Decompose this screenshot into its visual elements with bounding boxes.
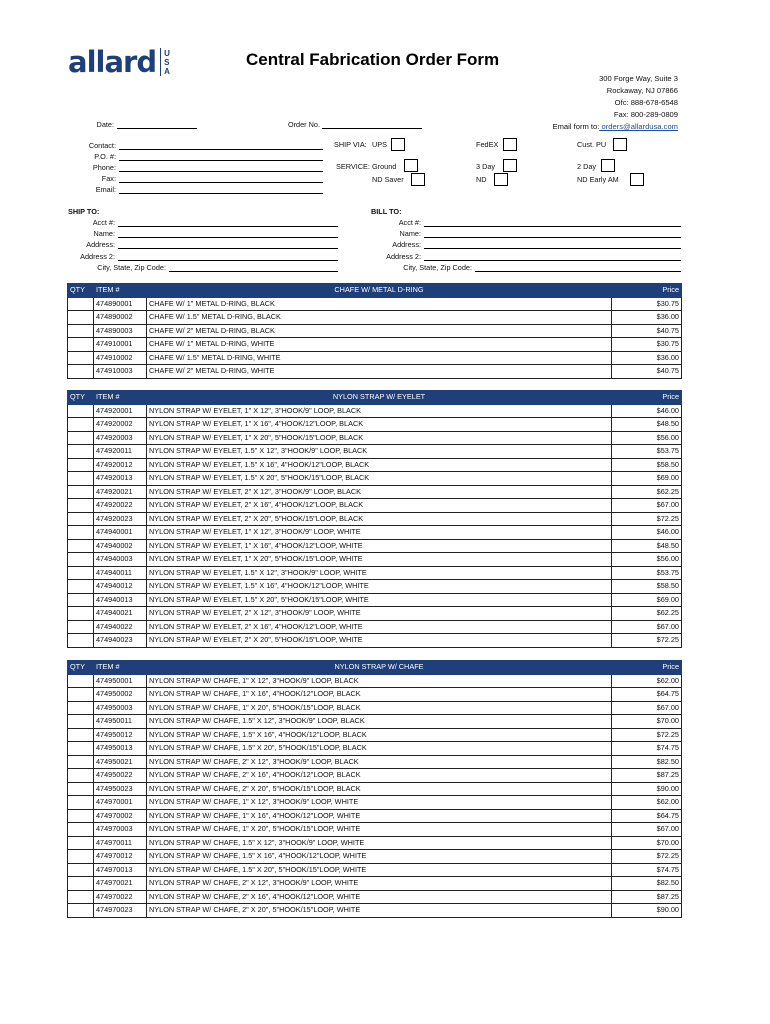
price-cell: $70.00 <box>612 715 682 729</box>
qty-header: QTY <box>68 284 94 298</box>
item-number-cell: 474970023 <box>94 904 147 918</box>
section-title: NYLON STRAP W/ EYELET <box>147 391 612 405</box>
contact-field[interactable] <box>119 141 323 150</box>
item-number-cell: 474890001 <box>94 297 147 311</box>
item-number-cell: 474950023 <box>94 782 147 796</box>
table-row <box>68 904 682 918</box>
item-header: ITEM # <box>94 661 147 675</box>
2-day-checkbox[interactable] <box>601 159 615 172</box>
description-cell: NYLON STRAP W/ EYELET, 2" X 20", 5"HOOK/15"LOOP, WHITE <box>147 634 612 648</box>
price-cell: $62.25 <box>612 607 682 621</box>
logo-wordmark: allard <box>68 44 157 79</box>
table-row <box>68 850 682 864</box>
table-header-row <box>68 284 682 298</box>
price-cell: $87.25 <box>612 890 682 904</box>
item-number-cell: 474940003 <box>94 553 147 567</box>
table-row <box>68 351 682 365</box>
bill-acct-field[interactable] <box>424 218 681 227</box>
qty-cell[interactable] <box>68 674 94 688</box>
item-number-cell: 474950022 <box>94 769 147 783</box>
price-cell: $62.00 <box>612 674 682 688</box>
table-header-row <box>68 391 682 405</box>
price-cell: $72.25 <box>612 512 682 526</box>
qty-cell[interactable] <box>68 338 94 352</box>
nd-checkbox[interactable] <box>494 173 508 186</box>
table-row <box>68 431 682 445</box>
description-cell: NYLON STRAP W/ EYELET, 1" X 16", 4"HOOK/12"LOOP, WHITE <box>147 539 612 553</box>
ship-address2-label: Address 2: <box>80 252 115 261</box>
price-cell: $36.00 <box>612 351 682 365</box>
description-cell: NYLON STRAP W/ EYELET, 1" X 20", 5"HOOK/15"LOOP, WHITE <box>147 553 612 567</box>
item-number-cell: 474950003 <box>94 701 147 715</box>
price-cell: $58.50 <box>612 580 682 594</box>
service-label: SERVICE: <box>336 162 370 171</box>
table-row <box>68 445 682 459</box>
item-number-cell: 474920021 <box>94 485 147 499</box>
table-row <box>68 890 682 904</box>
description-cell: NYLON STRAP W/ CHAFE, 2" X 20", 5"HOOK/15"LOOP, WHITE <box>147 904 612 918</box>
table-row <box>68 311 682 325</box>
email-link[interactable]: orders@allardusa.com <box>599 122 678 131</box>
table-row <box>68 782 682 796</box>
description-cell: NYLON STRAP W/ CHAFE, 1.5" X 16", 4"HOOK/12"LOOP, WHITE <box>147 850 612 864</box>
fedex-checkbox[interactable] <box>503 138 517 151</box>
price-cell: $67.00 <box>612 823 682 837</box>
bill-address-field[interactable] <box>424 240 681 249</box>
bill-address2-field[interactable] <box>424 252 681 261</box>
price-cell: $67.00 <box>612 701 682 715</box>
price-cell: $74.75 <box>612 742 682 756</box>
table-row <box>68 472 682 486</box>
bill-city-label: City, State, Zip Code: <box>403 263 472 272</box>
item-number-cell: 474920012 <box>94 458 147 472</box>
table-row <box>68 742 682 756</box>
description-cell: CHAFE W/ 2" METAL D-RING, BLACK <box>147 324 612 338</box>
table-row <box>68 338 682 352</box>
description-cell: NYLON STRAP W/ EYELET, 2" X 20", 5"HOOK/15"LOOP, BLACK <box>147 512 612 526</box>
table-row <box>68 526 682 540</box>
price-cell: $46.00 <box>612 404 682 418</box>
description-cell: NYLON STRAP W/ EYELET, 2" X 12", 3"HOOK/9" LOOP, BLACK <box>147 485 612 499</box>
item-header: ITEM # <box>94 391 147 405</box>
po-field[interactable] <box>119 152 323 161</box>
ship-name-field[interactable] <box>118 229 338 238</box>
ups-checkbox[interactable] <box>391 138 405 151</box>
description-cell: NYLON STRAP W/ EYELET, 1" X 20", 5"HOOK/15"LOOP, BLACK <box>147 431 612 445</box>
table-row <box>68 485 682 499</box>
table-row <box>68 607 682 621</box>
table-row <box>68 404 682 418</box>
table-row <box>68 324 682 338</box>
price-cell: $90.00 <box>612 782 682 796</box>
ship-city-field[interactable] <box>169 263 338 272</box>
price-cell: $53.75 <box>612 566 682 580</box>
description-cell: NYLON STRAP W/ EYELET, 1" X 12", 3"HOOK/9" LOOP, BLACK <box>147 404 612 418</box>
item-number-cell: 474910002 <box>94 351 147 365</box>
description-cell: CHAFE W/ 1.5" METAL D-RING, WHITE <box>147 351 612 365</box>
po-label: P.O. #: <box>94 152 116 161</box>
item-number-cell: 474950002 <box>94 688 147 702</box>
item-number-cell: 474970003 <box>94 823 147 837</box>
description-cell: NYLON STRAP W/ CHAFE, 2" X 12", 3"HOOK/9" LOOP, BLACK <box>147 755 612 769</box>
logo-usa: U S A <box>164 48 170 76</box>
ship-to-title: SHIP TO: <box>68 207 100 216</box>
qty-header: QTY <box>68 661 94 675</box>
item-number-cell: 474920023 <box>94 512 147 526</box>
description-cell: NYLON STRAP W/ EYELET, 1" X 12", 3"HOOK/9" LOOP, WHITE <box>147 526 612 540</box>
nylon-strap-eyelet-table <box>67 390 682 648</box>
qty-header: QTY <box>68 391 94 405</box>
fax-label: Fax: <box>101 174 116 183</box>
item-number-cell: 474950021 <box>94 755 147 769</box>
price-cell: $64.75 <box>612 809 682 823</box>
table-row <box>68 634 682 648</box>
table-row <box>68 877 682 891</box>
ground-checkbox[interactable] <box>404 159 418 172</box>
price-cell: $30.75 <box>612 297 682 311</box>
bill-acct-label: Acct #: <box>398 218 421 227</box>
price-cell: $72.25 <box>612 850 682 864</box>
description-cell: NYLON STRAP W/ CHAFE, 1" X 12", 3"HOOK/9" LOOP, WHITE <box>147 796 612 810</box>
description-cell: NYLON STRAP W/ EYELET, 1.5" X 12", 3"HOOK/9" LOOP, WHITE <box>147 566 612 580</box>
table-row <box>68 580 682 594</box>
description-cell: NYLON STRAP W/ EYELET, 2" X 16", 4"HOOK/12"LOOP, BLACK <box>147 499 612 513</box>
item-number-cell: 474920022 <box>94 499 147 513</box>
fedex-label: FedEX <box>476 140 499 149</box>
item-number-cell: 474970013 <box>94 863 147 877</box>
table-row <box>68 836 682 850</box>
price-cell: $62.00 <box>612 796 682 810</box>
table-row <box>68 418 682 432</box>
qty-cell[interactable] <box>68 823 94 837</box>
bill-name-field[interactable] <box>424 229 681 238</box>
table-row <box>68 715 682 729</box>
qty-cell[interactable] <box>68 836 94 850</box>
table-row <box>68 458 682 472</box>
description-cell: CHAFE W/ 1" METAL D-RING, WHITE <box>147 338 612 352</box>
phone-label: Phone: <box>92 163 116 172</box>
price-cell: $30.75 <box>612 338 682 352</box>
qty-cell[interactable] <box>68 877 94 891</box>
item-number-cell: 474910003 <box>94 365 147 379</box>
section-title: NYLON STRAP W/ CHAFE <box>147 661 612 675</box>
price-header: Price <box>612 284 682 298</box>
qty-cell[interactable] <box>68 566 94 580</box>
price-cell: $40.75 <box>612 324 682 338</box>
qty-cell[interactable] <box>68 755 94 769</box>
qty-cell[interactable] <box>68 769 94 783</box>
item-number-cell: 474970002 <box>94 809 147 823</box>
nd-label: ND <box>476 175 487 184</box>
description-cell: NYLON STRAP W/ CHAFE, 1" X 12", 3"HOOK/9" LOOP, BLACK <box>147 674 612 688</box>
qty-cell[interactable] <box>68 593 94 607</box>
price-cell: $58.50 <box>612 458 682 472</box>
table-row <box>68 796 682 810</box>
description-cell: NYLON STRAP W/ CHAFE, 1.5" X 16", 4"HOOK/12"LOOP, BLACK <box>147 728 612 742</box>
chafe-d-ring-table <box>67 283 682 379</box>
item-header: ITEM # <box>94 284 147 298</box>
cust-pu-checkbox[interactable] <box>613 138 627 151</box>
description-cell: NYLON STRAP W/ CHAFE, 1.5" X 20", 5"HOOK/15"LOOP, BLACK <box>147 742 612 756</box>
qty-cell[interactable] <box>68 715 94 729</box>
item-number-cell: 474920003 <box>94 431 147 445</box>
bill-name-label: Name: <box>399 229 421 238</box>
item-number-cell: 474940011 <box>94 566 147 580</box>
item-number-cell: 474970012 <box>94 850 147 864</box>
email-field[interactable] <box>119 185 323 194</box>
item-number-cell: 474970011 <box>94 836 147 850</box>
table-row <box>68 728 682 742</box>
allard-logo <box>68 45 170 79</box>
description-cell: NYLON STRAP W/ CHAFE, 1" X 20", 5"HOOK/15"LOOP, BLACK <box>147 701 612 715</box>
ship-via-label: SHIP VIA: <box>334 140 367 149</box>
table-row <box>68 769 682 783</box>
qty-cell[interactable] <box>68 688 94 702</box>
price-cell: $36.00 <box>612 311 682 325</box>
description-cell: NYLON STRAP W/ EYELET, 1.5" X 20", 5"HOOK/15"LOOP, WHITE <box>147 593 612 607</box>
table-header-row <box>68 661 682 675</box>
qty-cell[interactable] <box>68 418 94 432</box>
price-cell: $46.00 <box>612 526 682 540</box>
qty-cell[interactable] <box>68 850 94 864</box>
qty-cell[interactable] <box>68 351 94 365</box>
item-number-cell: 474940021 <box>94 607 147 621</box>
qty-cell[interactable] <box>68 728 94 742</box>
ship-acct-field[interactable] <box>118 218 338 227</box>
item-number-cell: 474920011 <box>94 445 147 459</box>
date-field[interactable] <box>117 120 197 129</box>
description-cell: NYLON STRAP W/ CHAFE, 1.5" X 20", 5"HOOK/15"LOOP, WHITE <box>147 863 612 877</box>
description-cell: CHAFE W/ 1.5" METAL D-RING, BLACK <box>147 311 612 325</box>
qty-cell[interactable] <box>68 526 94 540</box>
price-cell: $82.50 <box>612 755 682 769</box>
item-number-cell: 474940012 <box>94 580 147 594</box>
description-cell: NYLON STRAP W/ CHAFE, 1" X 16", 4"HOOK/12"LOOP, BLACK <box>147 688 612 702</box>
description-cell: NYLON STRAP W/ CHAFE, 1" X 20", 5"HOOK/15"LOOP, WHITE <box>147 823 612 837</box>
table-row <box>68 823 682 837</box>
price-header: Price <box>612 391 682 405</box>
price-cell: $72.25 <box>612 728 682 742</box>
2-day-label: 2 Day <box>577 162 597 171</box>
ground-label: Ground <box>372 162 397 171</box>
email-label: Email form to: <box>552 122 600 131</box>
description-cell: NYLON STRAP W/ CHAFE, 2" X 20", 5"HOOK/15"LOOP, BLACK <box>147 782 612 796</box>
ship-name-label: Name: <box>93 229 115 238</box>
bill-to-title: BILL TO: <box>371 207 402 216</box>
bill-address-label: Address: <box>392 240 421 249</box>
description-cell: NYLON STRAP W/ CHAFE, 2" X 16", 4"HOOK/12"LOOP, BLACK <box>147 769 612 783</box>
item-number-cell: 474970021 <box>94 877 147 891</box>
qty-cell[interactable] <box>68 499 94 513</box>
ship-address-field[interactable] <box>118 240 338 249</box>
table-row <box>68 755 682 769</box>
qty-cell[interactable] <box>68 431 94 445</box>
qty-cell[interactable] <box>68 701 94 715</box>
description-cell: CHAFE W/ 2" METAL D-RING, WHITE <box>147 365 612 379</box>
section-title: CHAFE W/ METAL D-RING <box>147 284 612 298</box>
item-number-cell: 474920013 <box>94 472 147 486</box>
qty-cell[interactable] <box>68 324 94 338</box>
item-number-cell: 474970022 <box>94 890 147 904</box>
price-cell: $74.75 <box>612 863 682 877</box>
item-number-cell: 474910001 <box>94 338 147 352</box>
item-number-cell: 474950012 <box>94 728 147 742</box>
description-cell: NYLON STRAP W/ EYELET, 1.5" X 20", 5"HOOK/15"LOOP, BLACK <box>147 472 612 486</box>
qty-cell[interactable] <box>68 472 94 486</box>
description-cell: NYLON STRAP W/ EYELET, 2" X 16", 4"HOOK/12"LOOP, WHITE <box>147 620 612 634</box>
item-number-cell: 474940013 <box>94 593 147 607</box>
price-header: Price <box>612 661 682 675</box>
qty-cell[interactable] <box>68 580 94 594</box>
qty-cell[interactable] <box>68 607 94 621</box>
qty-cell[interactable] <box>68 742 94 756</box>
fax-field[interactable] <box>119 174 323 183</box>
table-row <box>68 674 682 688</box>
price-cell: $69.00 <box>612 472 682 486</box>
table-row <box>68 688 682 702</box>
qty-cell[interactable] <box>68 796 94 810</box>
3-day-label: 3 Day <box>476 162 496 171</box>
description-cell: NYLON STRAP W/ EYELET, 1.5" X 16", 4"HOOK/12"LOOP, BLACK <box>147 458 612 472</box>
company-address: 300 Forge Way, Suite 3 Rockaway, NJ 07866 Ofc: 888-678-6548 Fax: 800-289-0809 Email form to: orders@allardusa.com <box>552 74 678 131</box>
table-row <box>68 297 682 311</box>
description-cell: NYLON STRAP W/ EYELET, 1" X 16", 4"HOOK/12"LOOP, BLACK <box>147 418 612 432</box>
ups-label: UPS <box>372 140 388 149</box>
nd-saver-label: ND Saver <box>372 175 404 184</box>
table-row <box>68 566 682 580</box>
description-cell: NYLON STRAP W/ CHAFE, 1" X 16", 4"HOOK/12"LOOP, WHITE <box>147 809 612 823</box>
3-day-checkbox[interactable] <box>503 159 517 172</box>
description-cell: NYLON STRAP W/ EYELET, 1.5" X 12", 3"HOOK/9" LOOP, BLACK <box>147 445 612 459</box>
qty-cell[interactable] <box>68 809 94 823</box>
price-cell: $56.00 <box>612 431 682 445</box>
item-number-cell: 474940022 <box>94 620 147 634</box>
phone-field[interactable] <box>119 163 323 172</box>
item-number-cell: 474950001 <box>94 674 147 688</box>
qty-cell[interactable] <box>68 485 94 499</box>
table-row <box>68 499 682 513</box>
qty-cell[interactable] <box>68 297 94 311</box>
price-cell: $40.75 <box>612 365 682 379</box>
qty-cell[interactable] <box>68 863 94 877</box>
email-field-label: Email: <box>95 185 116 194</box>
bill-city-field[interactable] <box>475 263 681 272</box>
qty-cell[interactable] <box>68 458 94 472</box>
price-cell: $67.00 <box>612 620 682 634</box>
qty-cell[interactable] <box>68 404 94 418</box>
price-cell: $72.25 <box>612 634 682 648</box>
item-number-cell: 474950013 <box>94 742 147 756</box>
item-number-cell: 474940023 <box>94 634 147 648</box>
bill-address2-label: Address 2: <box>386 252 421 261</box>
qty-cell[interactable] <box>68 311 94 325</box>
price-cell: $69.00 <box>612 593 682 607</box>
qty-cell[interactable] <box>68 620 94 634</box>
price-cell: $64.75 <box>612 688 682 702</box>
item-number-cell: 474970001 <box>94 796 147 810</box>
qty-cell[interactable] <box>68 512 94 526</box>
table-row <box>68 620 682 634</box>
qty-cell[interactable] <box>68 445 94 459</box>
ship-address-label: Address: <box>86 240 115 249</box>
price-cell: $67.00 <box>612 499 682 513</box>
description-cell: NYLON STRAP W/ CHAFE, 2" X 16", 4"HOOK/12"LOOP, WHITE <box>147 890 612 904</box>
date-label: Date: <box>96 120 114 129</box>
item-number-cell: 474890002 <box>94 311 147 325</box>
ship-address2-field[interactable] <box>118 252 338 261</box>
item-number-cell: 474950011 <box>94 715 147 729</box>
item-number-cell: 474940001 <box>94 526 147 540</box>
ship-city-label: City, State, Zip Code: <box>97 263 166 272</box>
description-cell: CHAFE W/ 1" METAL D-RING, BLACK <box>147 297 612 311</box>
table-row <box>68 809 682 823</box>
cust-pu-label: Cust. PU <box>577 140 607 149</box>
order-no-label: Order No. <box>287 120 320 129</box>
item-number-cell: 474890003 <box>94 324 147 338</box>
qty-cell[interactable] <box>68 890 94 904</box>
nd-early-am-label: ND Early AM <box>577 175 619 184</box>
description-cell: NYLON STRAP W/ CHAFE, 1.5" X 12", 3"HOOK/9" LOOP, BLACK <box>147 715 612 729</box>
price-cell: $56.00 <box>612 553 682 567</box>
item-number-cell: 474940002 <box>94 539 147 553</box>
order-no-field[interactable] <box>322 120 422 129</box>
qty-cell[interactable] <box>68 634 94 648</box>
table-row <box>68 863 682 877</box>
table-row <box>68 553 682 567</box>
price-cell: $48.50 <box>612 539 682 553</box>
table-row <box>68 701 682 715</box>
price-cell: $70.00 <box>612 836 682 850</box>
table-row <box>68 593 682 607</box>
table-row <box>68 365 682 379</box>
description-cell: NYLON STRAP W/ EYELET, 1.5" X 16", 4"HOOK/12"LOOP, WHITE <box>147 580 612 594</box>
page-title: Central Fabrication Order Form <box>246 50 500 69</box>
description-cell: NYLON STRAP W/ EYELET, 2" X 12", 3"HOOK/9" LOOP, WHITE <box>147 607 612 621</box>
nd-saver-checkbox[interactable] <box>411 173 425 186</box>
logo-divider <box>160 48 161 76</box>
ship-acct-label: Acct #: <box>92 218 115 227</box>
qty-cell[interactable] <box>68 782 94 796</box>
item-number-cell: 474920002 <box>94 418 147 432</box>
nylon-strap-chafe-table <box>67 660 682 918</box>
qty-cell[interactable] <box>68 553 94 567</box>
price-cell: $53.75 <box>612 445 682 459</box>
price-cell: $90.00 <box>612 904 682 918</box>
item-number-cell: 474920001 <box>94 404 147 418</box>
price-cell: $48.50 <box>612 418 682 432</box>
table-row <box>68 512 682 526</box>
qty-cell[interactable] <box>68 539 94 553</box>
price-cell: $82.50 <box>612 877 682 891</box>
price-cell: $62.25 <box>612 485 682 499</box>
price-cell: $87.25 <box>612 769 682 783</box>
qty-cell[interactable] <box>68 904 94 918</box>
description-cell: NYLON STRAP W/ CHAFE, 2" X 12", 3"HOOK/9" LOOP, WHITE <box>147 877 612 891</box>
contact-label: Contact: <box>88 141 116 150</box>
nd-early-am-checkbox[interactable] <box>630 173 644 186</box>
table-row <box>68 539 682 553</box>
description-cell: NYLON STRAP W/ CHAFE, 1.5" X 12", 3"HOOK/9" LOOP, WHITE <box>147 836 612 850</box>
qty-cell[interactable] <box>68 365 94 379</box>
